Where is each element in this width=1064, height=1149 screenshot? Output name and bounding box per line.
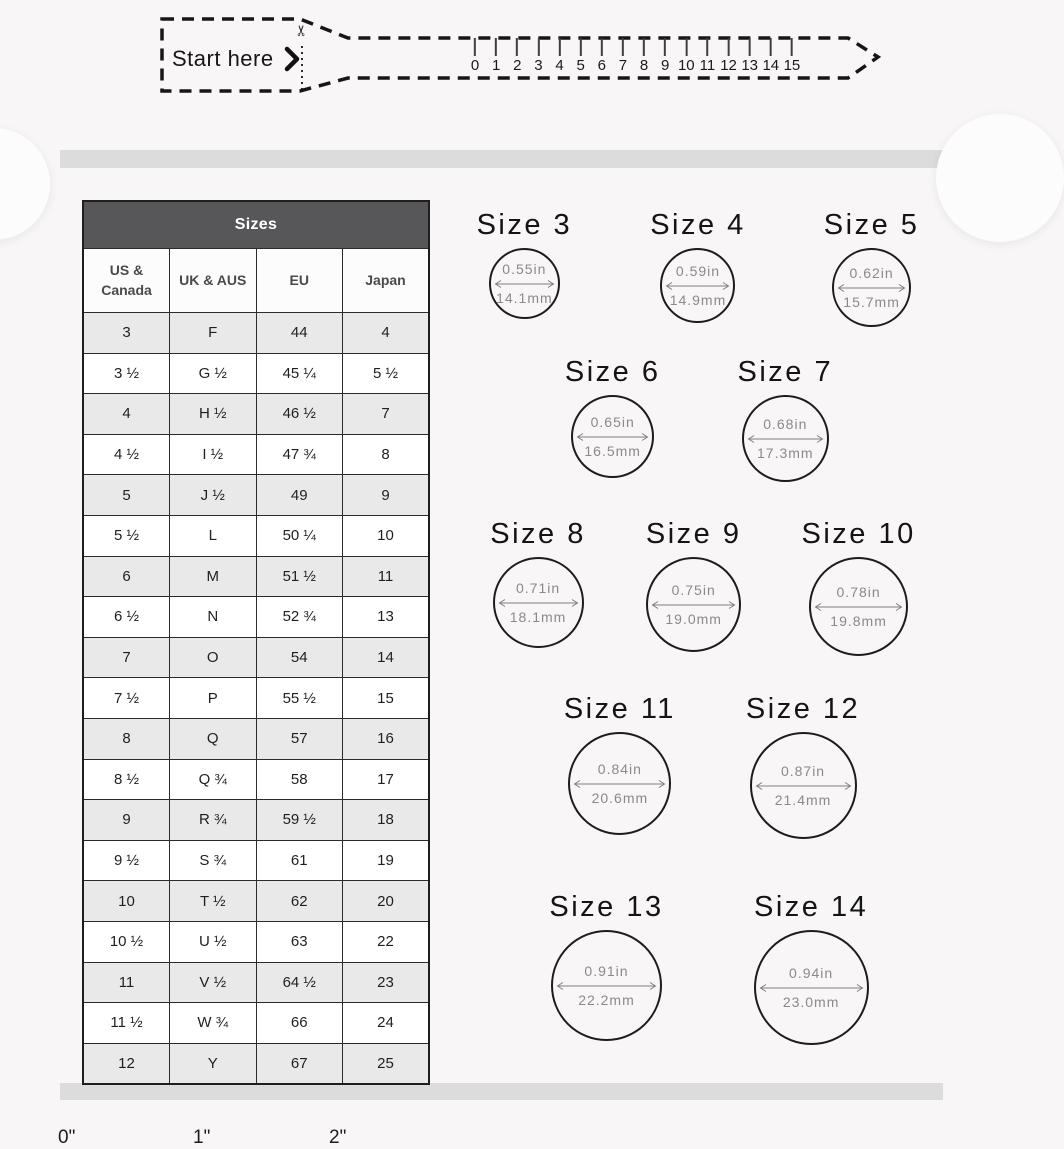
chevron-right-icon: [284, 46, 300, 72]
ring-size-card: [564, 692, 676, 835]
ruler-tick: [720, 38, 737, 74]
ruler-tick-mark: [474, 38, 476, 56]
diameter-arrow-icon: [813, 602, 904, 612]
ring-size-title: Size 9: [645, 518, 742, 550]
size-cell: I ½: [170, 434, 257, 475]
ruler-tick-mark: [770, 38, 772, 56]
size-cell: 11: [83, 962, 170, 1003]
table-row: [83, 1003, 429, 1044]
size-cell: 12: [83, 1043, 170, 1084]
size-cell: 8 ½: [83, 759, 170, 800]
ruler-tick-label: 9: [660, 57, 670, 74]
size-cell: P: [170, 678, 257, 719]
ring-size-title: Size 11: [563, 693, 676, 725]
size-cell: 6 ½: [83, 597, 170, 638]
ruler-tick: [619, 38, 627, 74]
ring-size-card: [477, 208, 573, 319]
ruler-tick-label: 3: [534, 57, 543, 74]
diameter-arrow-icon: [836, 283, 907, 293]
ruler-tick-mark: [643, 38, 645, 56]
ring-size-title: Size 7: [737, 356, 834, 388]
table-header-row: [83, 249, 429, 313]
size-cell: 11 ½: [83, 1003, 170, 1044]
table-row: [83, 800, 429, 841]
ring-size-title: Size 14: [753, 891, 869, 923]
table-row: [83, 597, 429, 638]
size-cell: V ½: [170, 962, 257, 1003]
ring-size-circle: [742, 395, 829, 482]
diameter-arrow-icon: [555, 981, 658, 991]
ring-size-card: [738, 355, 834, 482]
size-cell: T ½: [170, 881, 257, 922]
bottom-divider-bar: [60, 1083, 943, 1100]
size-cell: N: [170, 597, 257, 638]
ruler-tick-label: 15: [783, 57, 801, 74]
ring-size-title: Size 6: [564, 356, 661, 388]
size-conversion-table: [82, 200, 430, 1085]
size-cell: 25: [343, 1043, 430, 1084]
table-row: [83, 637, 429, 678]
ruler-tick: [555, 38, 563, 74]
ruler-tick-label: 11: [699, 57, 716, 74]
size-cell: Q: [170, 718, 257, 759]
table-row: [83, 515, 429, 556]
ring-size-title: Size 13: [549, 891, 664, 923]
diameter-arrow-icon: [497, 598, 580, 608]
size-cell: 8: [83, 718, 170, 759]
ruler-tick: [678, 38, 695, 74]
size-cell: M: [170, 556, 257, 597]
diameter-inches: 0.94in: [789, 964, 834, 981]
ring-size-card: [754, 890, 869, 1045]
ruler-tick: [700, 38, 716, 74]
size-cell: 63: [256, 921, 343, 962]
ruler-tick-mark: [685, 38, 687, 56]
ring-size-circle: [750, 732, 857, 839]
table-row: [83, 394, 429, 435]
size-cell: 55 ½: [256, 678, 343, 719]
size-cell: 67: [256, 1043, 343, 1084]
size-cell: 9 ½: [83, 840, 170, 881]
size-cell: 14: [343, 637, 430, 678]
ring-size-circle: [493, 557, 584, 648]
size-cell: U ½: [170, 921, 257, 962]
ring-size-title: Size 12: [745, 693, 861, 725]
ruler-tick-label: 5: [576, 57, 585, 74]
inch-ruler-label: 1": [193, 1127, 211, 1148]
size-cell: R ¾: [170, 800, 257, 841]
size-cell: Y: [170, 1043, 257, 1084]
size-cell: 4 ½: [83, 434, 170, 475]
diameter-mm: 19.0mm: [665, 610, 722, 627]
size-cell: 57: [256, 718, 343, 759]
inch-ruler-label: 0": [58, 1127, 76, 1148]
size-cell: 5: [83, 475, 170, 516]
ruler-tick-label: 8: [639, 57, 649, 74]
ring-size-circle: [489, 248, 560, 319]
size-cell: 66: [256, 1003, 343, 1044]
scissors-icon: ✂: [293, 24, 311, 37]
size-cell: 5 ½: [343, 353, 430, 394]
size-cell: 7 ½: [83, 678, 170, 719]
size-cell: 62: [256, 881, 343, 922]
size-cell: F: [170, 313, 257, 354]
ruler-tick-mark: [580, 38, 582, 56]
ruler-tick-label: 7: [618, 57, 628, 74]
ring-size-card: [824, 208, 920, 327]
size-cell: 8: [343, 434, 430, 475]
table-row: [83, 1043, 429, 1084]
ruler-tick-mark: [559, 38, 561, 56]
diameter-inches: 0.62in: [849, 264, 894, 281]
diameter-mm: 23.0mm: [782, 993, 840, 1010]
size-cell: Q ¾: [170, 759, 257, 800]
diameter-mm: 22.2mm: [578, 991, 635, 1008]
ruler-tick: [640, 38, 648, 74]
size-cell: 3 ½: [83, 353, 170, 394]
diameter-mm: 14.1mm: [496, 289, 553, 306]
size-cell: 49: [256, 475, 343, 516]
ring-size-row: [454, 355, 944, 482]
size-cell: 9: [343, 475, 430, 516]
size-cell: 44: [256, 313, 343, 354]
ruler-tick-mark: [516, 38, 518, 56]
size-cell: 50 ¼: [256, 515, 343, 556]
diameter-mm: 15.7mm: [843, 293, 900, 310]
ring-size-title: Size 10: [801, 518, 916, 550]
table-row: [83, 759, 429, 800]
size-cell: 46 ½: [256, 394, 343, 435]
diameter-mm: 17.3mm: [757, 444, 814, 461]
ruler-tick-label: 1: [491, 57, 501, 74]
diameter-inches: 0.78in: [836, 583, 881, 600]
size-cell: 16: [343, 718, 430, 759]
ruler-tick: [598, 38, 606, 74]
ring-size-row: [453, 208, 943, 327]
start-here-label: Start here: [172, 46, 274, 71]
size-cell: 10: [343, 515, 430, 556]
size-cell: 4: [343, 313, 430, 354]
diameter-mm: 14.9mm: [669, 291, 727, 308]
size-cell: S ¾: [170, 840, 257, 881]
ruler-tick-mark: [791, 38, 793, 56]
ruler-tick-label: 10: [677, 57, 695, 74]
size-cell: 17: [343, 759, 430, 800]
diameter-mm: 19.8mm: [830, 612, 887, 629]
ruler-tick: [471, 38, 479, 74]
size-cell: 45 ¼: [256, 353, 343, 394]
size-cell: 13: [343, 597, 430, 638]
ruler-tick-mark: [601, 38, 603, 56]
diameter-inches: 0.55in: [502, 260, 547, 277]
table-row: [83, 962, 429, 1003]
table-row: [83, 313, 429, 354]
ring-size-title: Size 3: [476, 209, 573, 241]
ruler-tick-label: 12: [720, 57, 737, 74]
size-cell: 7: [83, 637, 170, 678]
diameter-arrow-icon: [746, 434, 825, 444]
diameter-inches: 0.71in: [515, 579, 561, 596]
size-cell: 64 ½: [256, 962, 343, 1003]
diameter-arrow-icon: [572, 779, 667, 789]
size-cell: 22: [343, 921, 430, 962]
table-caption-row: [83, 201, 429, 249]
ruler-tick-mark: [664, 38, 666, 56]
table-row: [83, 718, 429, 759]
size-cell: 24: [343, 1003, 430, 1044]
size-cell: 5 ½: [83, 515, 170, 556]
ruler-tick: [576, 38, 584, 74]
table-row: [83, 921, 429, 962]
ruler-tick-mark: [622, 38, 624, 56]
diameter-arrow-icon: [650, 600, 737, 610]
ruler-tick: [784, 38, 801, 74]
ruler-tick: [762, 38, 779, 74]
ring-size-circle: [754, 930, 869, 1045]
column-header: US & Canada: [83, 249, 170, 313]
ring-size-card: [746, 692, 860, 839]
ring-size-card: [490, 517, 586, 648]
diameter-mm: 18.1mm: [509, 608, 567, 625]
ruler-tick-label: 4: [555, 57, 564, 74]
size-cell: J ½: [170, 475, 257, 516]
size-cell: O: [170, 637, 257, 678]
diameter-arrow-icon: [664, 281, 731, 291]
size-cell: 10 ½: [83, 921, 170, 962]
size-cell: 59 ½: [256, 800, 343, 841]
table-row: [83, 840, 429, 881]
ring-size-circle: [571, 395, 654, 478]
ring-size-circle: [568, 732, 671, 835]
ruler-tick-label: 6: [597, 57, 606, 74]
ruler-tick: [492, 38, 500, 74]
table-row: [83, 353, 429, 394]
ring-size-circle: [660, 248, 735, 323]
table-row: [83, 475, 429, 516]
diameter-inches: 0.87in: [780, 762, 826, 779]
column-header: EU: [256, 249, 343, 313]
ruler-tick-mark: [728, 38, 730, 56]
diameter-mm: 16.5mm: [584, 442, 641, 459]
ruler-tick: [741, 38, 758, 74]
ring-size-circle: [832, 248, 911, 327]
left-edge-overlay: [0, 128, 50, 240]
ruler-tick-mark: [495, 38, 497, 56]
ring-size-circle: [809, 557, 908, 656]
ruler-tick: [534, 38, 542, 74]
size-cell: 11: [343, 556, 430, 597]
ruler-tick-mark: [537, 38, 539, 56]
size-cell: 47 ¾: [256, 434, 343, 475]
ring-size-title: Size 5: [823, 209, 920, 241]
diameter-inches: 0.84in: [597, 760, 642, 777]
diameter-arrow-icon: [575, 432, 650, 442]
ring-size-row: [467, 692, 957, 839]
ring-size-card: [646, 517, 742, 652]
ring-size-title: Size 8: [490, 518, 586, 550]
diameter-inches: 0.68in: [763, 415, 808, 432]
size-cell: 54: [256, 637, 343, 678]
table-row: [83, 881, 429, 922]
ruler-tick-label: 2: [513, 57, 522, 74]
ruler-tick-label: 0: [470, 57, 480, 74]
ruler-tick-mark: [706, 38, 708, 56]
size-cell: 10: [83, 881, 170, 922]
inch-ruler-label: 2": [329, 1127, 347, 1148]
size-cell: 52 ¾: [256, 597, 343, 638]
size-cell: L: [170, 515, 257, 556]
ring-size-title: Size 4: [650, 209, 746, 241]
diameter-arrow-icon: [758, 983, 865, 993]
ring-size-card: [565, 355, 661, 478]
ring-size-circle: [551, 930, 662, 1041]
ruler-tick: [513, 38, 521, 74]
diameter-inches: 0.75in: [671, 581, 716, 598]
diameter-mm: 20.6mm: [591, 789, 649, 806]
size-cell: 15: [343, 678, 430, 719]
ring-size-card: [549, 890, 663, 1041]
size-cell: 20: [343, 881, 430, 922]
size-cell: G ½: [170, 353, 257, 394]
table-row: [83, 678, 429, 719]
ring-size-card: [650, 208, 746, 323]
ring-size-circle: [646, 557, 741, 652]
size-cell: 18: [343, 800, 430, 841]
size-cell: W ¾: [170, 1003, 257, 1044]
right-edge-overlay: [936, 114, 1064, 242]
ring-size-row: [458, 517, 948, 656]
column-header: UK & AUS: [170, 249, 257, 313]
table-row: [83, 434, 429, 475]
start-here-label-group: [172, 46, 300, 72]
ruler-tick-label: 13: [741, 57, 759, 74]
size-cell: 23: [343, 962, 430, 1003]
size-cell: 9: [83, 800, 170, 841]
diameter-mm: 21.4mm: [774, 791, 832, 808]
ring-size-row: [464, 890, 954, 1045]
size-cell: 6: [83, 556, 170, 597]
size-cell: 19: [343, 840, 430, 881]
table-row: [83, 556, 429, 597]
ring-size-card: [801, 517, 915, 656]
diameter-arrow-icon: [493, 279, 556, 289]
table-caption: Sizes: [83, 201, 429, 249]
diameter-inches: 0.59in: [675, 262, 721, 279]
size-cell: 3: [83, 313, 170, 354]
ruler-tick-label: 14: [762, 57, 780, 74]
top-divider-bar: [60, 150, 943, 168]
diameter-arrow-icon: [754, 781, 853, 791]
diameter-inches: 0.91in: [584, 962, 629, 979]
size-cell: 61: [256, 840, 343, 881]
column-header: Japan: [343, 249, 430, 313]
size-cell: 51 ½: [256, 556, 343, 597]
size-cell: 4: [83, 394, 170, 435]
size-cell: H ½: [170, 394, 257, 435]
ruler-tick-mark: [749, 38, 751, 56]
diameter-inches: 0.65in: [590, 413, 635, 430]
size-cell: 7: [343, 394, 430, 435]
ruler-tick: [661, 38, 669, 74]
size-cell: 58: [256, 759, 343, 800]
